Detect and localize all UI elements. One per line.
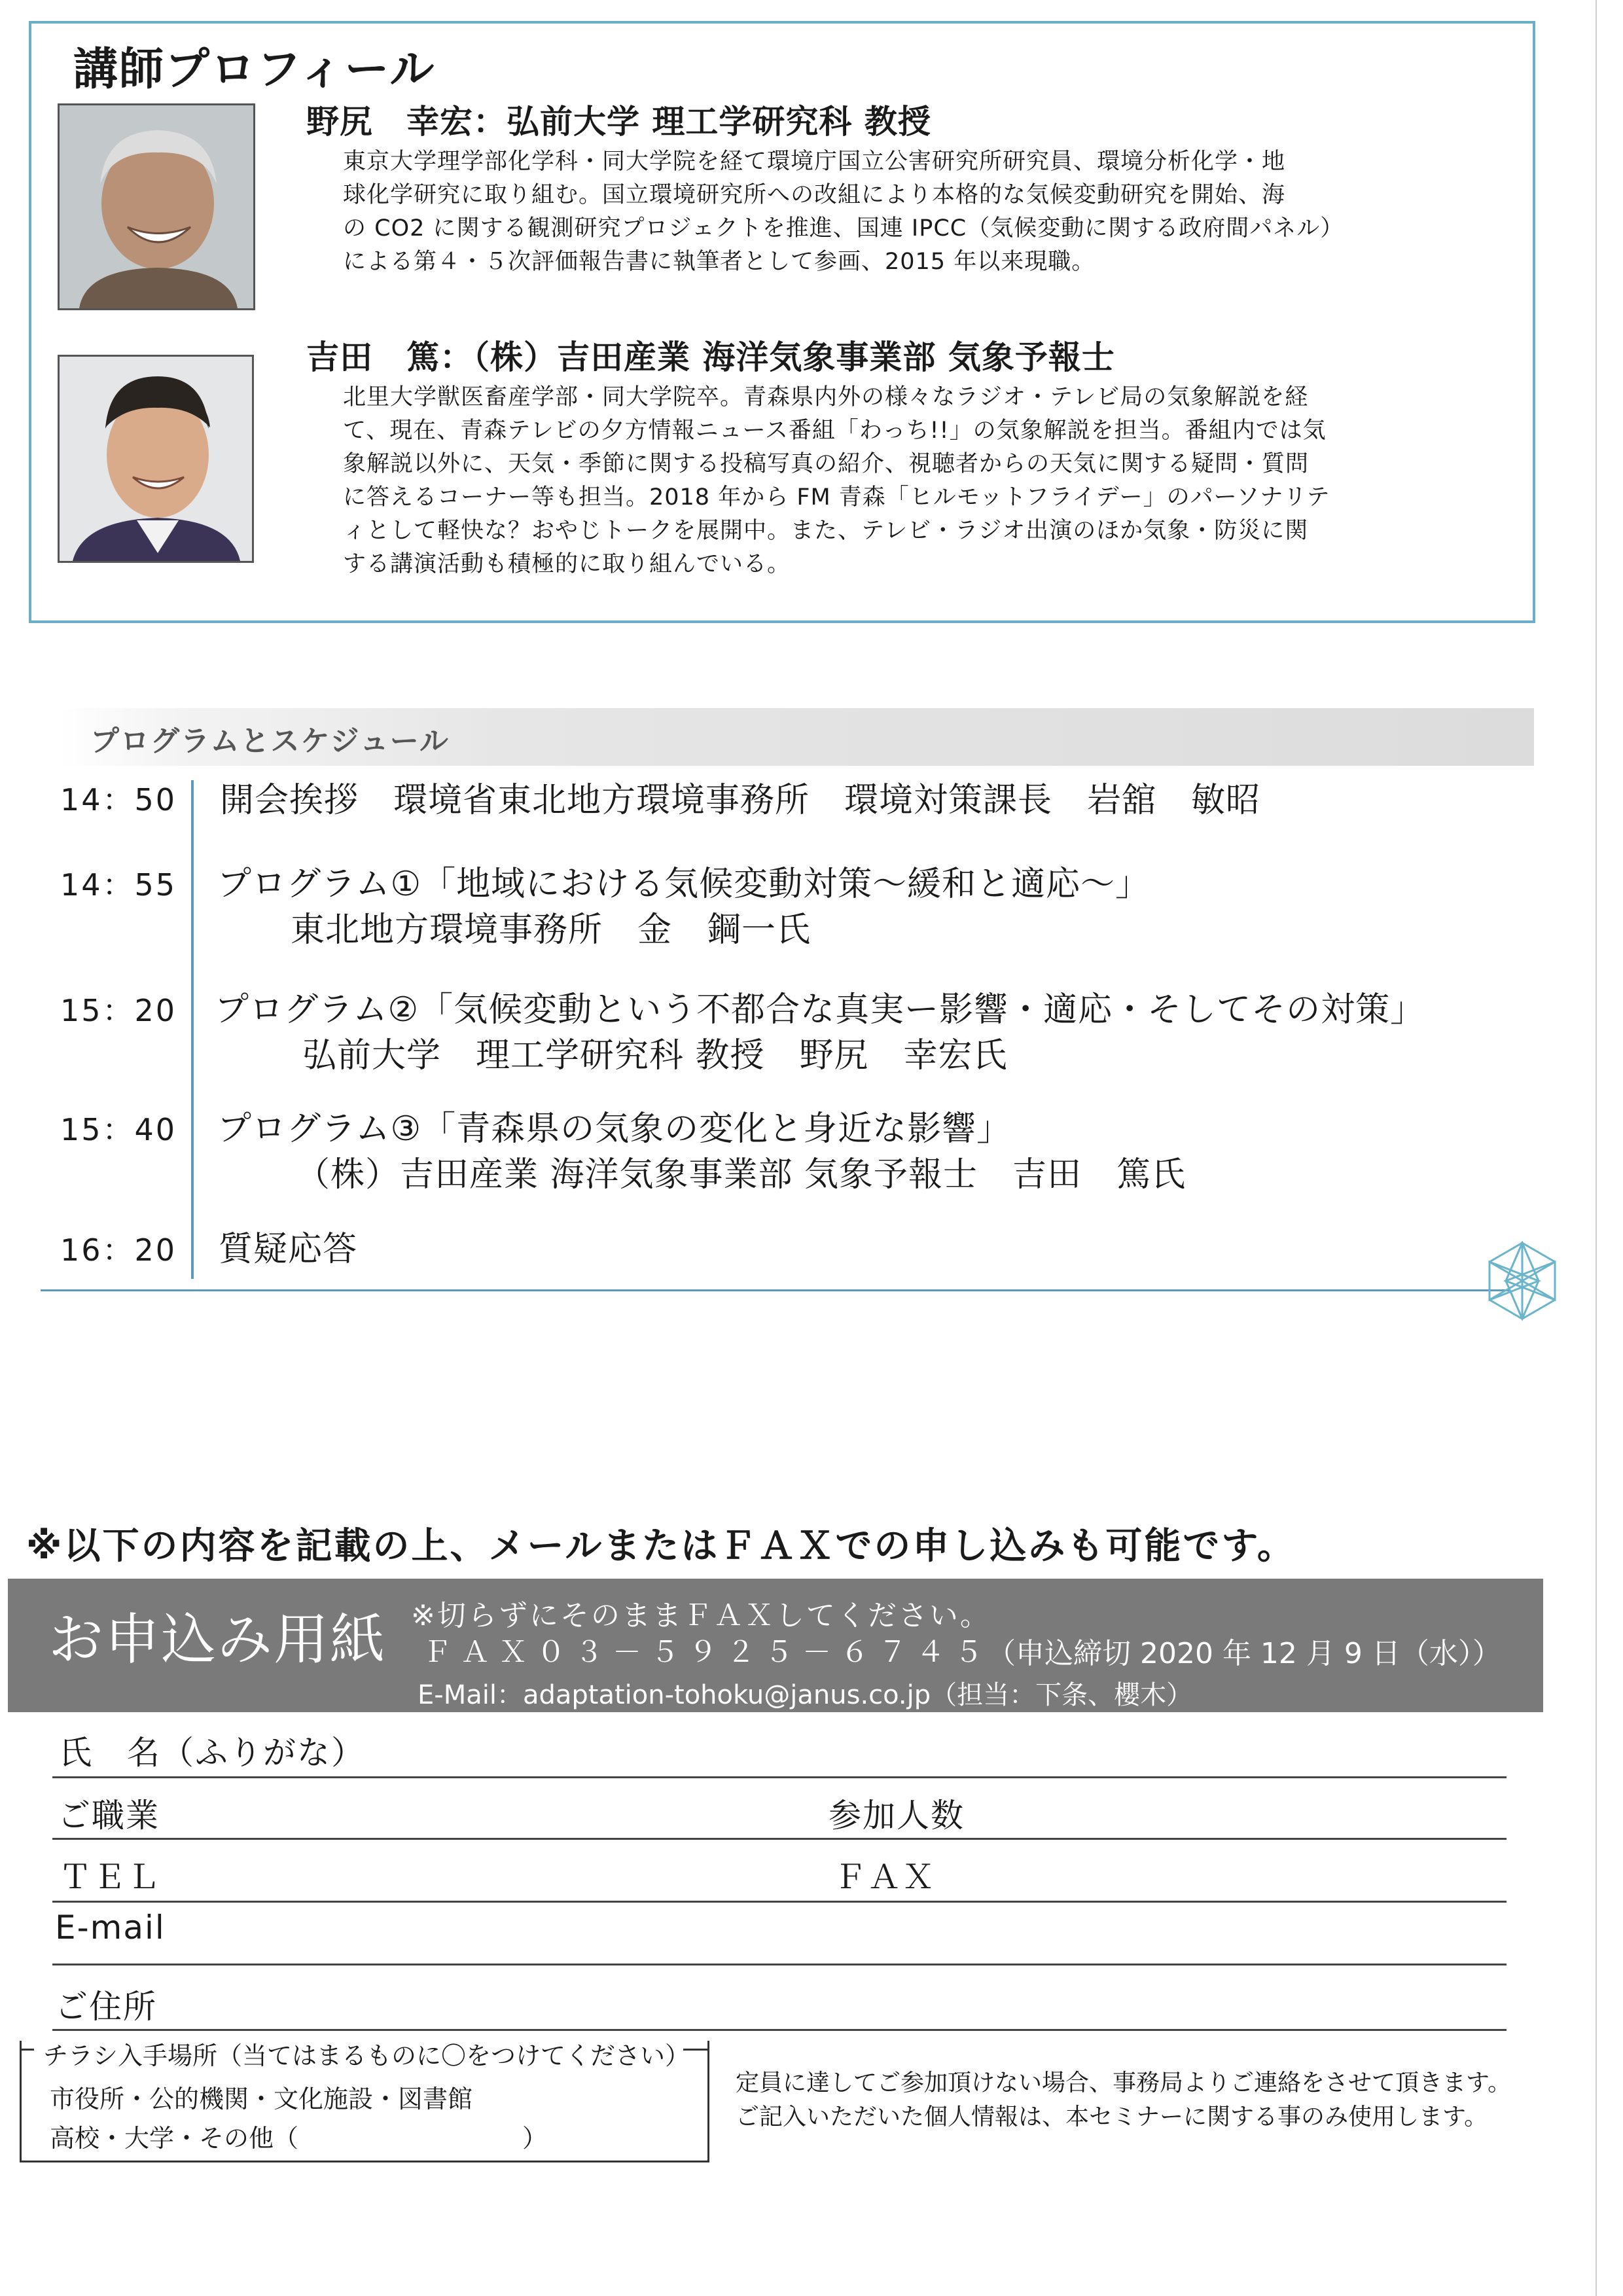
schedule-item-title: 質疑応答 xyxy=(219,1230,358,1269)
speaker-name-nojiri: 野尻 幸宏：弘前大学 理工学研究科 教授 xyxy=(306,103,931,141)
field-label-tel: ＴＥＬ xyxy=(59,1858,161,1896)
form-email-contact: E-Mail：adaptation-tohoku@janus.co.jp（担当：下条、櫻木） xyxy=(418,1680,1193,1710)
schedule-item-speaker: 弘前大学 理工学研究科 教授 野尻 幸宏氏 xyxy=(302,1036,1008,1075)
tel-fax-input-line[interactable] xyxy=(52,1901,1507,1903)
bio-line: 球化学研究に取り組む。国立環境研究所への改組により本格的な気候変動研究を開始、海 xyxy=(343,182,1286,208)
bio-line: て、現在、青森テレビの夕方情報ニュース番組「わっち!!」の気象解説を担当。番組内では気 xyxy=(343,418,1327,444)
schedule-bottom-rule xyxy=(41,1289,1509,1291)
bio-line: ィとして軽快な？おやじトークを展開中。また、テレビ・ラジオ出演のほか気象・防災に関 xyxy=(343,518,1309,544)
name-input-line[interactable] xyxy=(52,1776,1507,1778)
schedule-time: 14：50 xyxy=(60,782,177,817)
schedule-timeline-rule xyxy=(191,780,194,1279)
address-input-line[interactable] xyxy=(52,2029,1507,2031)
bio-line: の CO2 に関する観測研究プロジェクトを推進、国連 IPCC（気候変動に関する政府間パネル） xyxy=(343,215,1344,242)
schedule-title: プログラムとスケジュール xyxy=(90,725,450,758)
form-deadline: （申込締切 2020 年 12 月 9 日（水）） xyxy=(987,1637,1501,1670)
schedule-item-speaker: （株）吉田産業 海洋気象事業部 気象予報士 吉田 篤氏 xyxy=(296,1155,1186,1194)
bio-line: による第４・５次評価報告書に執筆者として参画、2015 年以来現職。 xyxy=(343,249,1096,275)
person-portrait-icon xyxy=(60,105,253,308)
capacity-note: 定員に達してご参加頂けない場合、事務局よりご連絡をさせて頂きます。 xyxy=(736,2070,1512,2096)
schedule-time: 16：20 xyxy=(60,1232,177,1268)
email-input-line[interactable] xyxy=(52,1964,1507,1965)
speaker-bio-yoshida xyxy=(343,381,1514,581)
schedule-item-title: 開会挨拶 環境省東北地方環境事務所 環境対策課長 岩舘 敏昭 xyxy=(220,781,1261,820)
schedule-item-title: プログラム②「気候変動という不都合な真実ー影響・適応・そしてその対策」 xyxy=(215,990,1425,1030)
bio-line: 象解説以外に、天気・季節に関する投稿写真の紹介、視聴者からの天気に関する疑問・質問 xyxy=(343,451,1310,477)
privacy-note: ご記入いただいた個人情報は、本セミナーに関する事のみ使用します。 xyxy=(736,2104,1488,2130)
schedule-item-title: プログラム①「地域における気候変動対策～緩和と適応～」 xyxy=(217,865,1150,904)
field-label-email: E-mail xyxy=(55,1909,166,1946)
schedule-item-title: プログラム③「青森県の気象の変化と身近な影響」 xyxy=(217,1109,1012,1149)
field-label-name: 氏 名（ふりがな） xyxy=(59,1734,365,1772)
form-fax-note: ※切らずにそのままＦＡＸしてください。 xyxy=(411,1599,991,1632)
bio-line: に答えるコーナー等も担当。2018 年から FM 青森「ヒルモットフライデー」のパーソナリテ xyxy=(343,484,1330,511)
speaker-name-yoshida: 吉田 篤：（株）吉田産業 海洋気象事業部 気象予報士 xyxy=(306,338,1115,376)
flyer-source-option-school[interactable]: 高校・大学・その他（ ） xyxy=(50,2124,548,2153)
form-title: お申込み用紙 xyxy=(48,1607,387,1672)
occupation-input-line[interactable] xyxy=(52,1838,1507,1840)
bio-line: 北里大学獣医畜産学部・同大学院卒。青森県内外の様々なラジオ・テレビ局の気象解説を経 xyxy=(343,384,1309,410)
person-portrait-icon xyxy=(60,357,252,561)
asanoha-ornament-icon xyxy=(1482,1240,1563,1321)
field-label-fax: ＦＡＸ xyxy=(834,1858,936,1896)
field-label-address: ご住所 xyxy=(55,1988,157,2026)
bio-line: する講演活動も積極的に取り組んでいる。 xyxy=(343,551,791,577)
source-box-border xyxy=(20,2049,34,2051)
flyer-source-option-public[interactable]: 市役所・公的機関・文化施設・図書館 xyxy=(50,2085,473,2113)
field-label-occupation: ご職業 xyxy=(58,1797,160,1835)
schedule-time: 15：20 xyxy=(60,993,177,1028)
form-fax-number: ＦＡＸ０３－５９２５－６７４５ xyxy=(423,1636,992,1669)
field-label-participants: 参加人数 xyxy=(829,1797,965,1835)
schedule-time: 14：55 xyxy=(60,867,177,903)
profile-title: 講師プロフィール xyxy=(73,44,436,96)
speaker-photo-yoshida xyxy=(58,355,254,563)
speaker-bio-nojiri xyxy=(343,145,1514,279)
flyer-source-title: チラシ入手場所（当てはまるものに〇をつけてください） xyxy=(43,2041,690,2070)
schedule-time: 15：40 xyxy=(60,1112,177,1147)
bio-line: 東京大学理学部化学科・同大学院を経て環境庁国立公害研究所研究員、環境分析化学・地 xyxy=(343,149,1286,175)
schedule-item-speaker: 東北地方環境事務所 金 鋼一氏 xyxy=(291,910,812,950)
speaker-photo-nojiri xyxy=(58,103,255,310)
application-notice: ※以下の内容を記載の上、メールまたはＦＡＸでの申し込みも可能です。 xyxy=(26,1525,1296,1568)
page-edge xyxy=(1596,0,1597,2296)
